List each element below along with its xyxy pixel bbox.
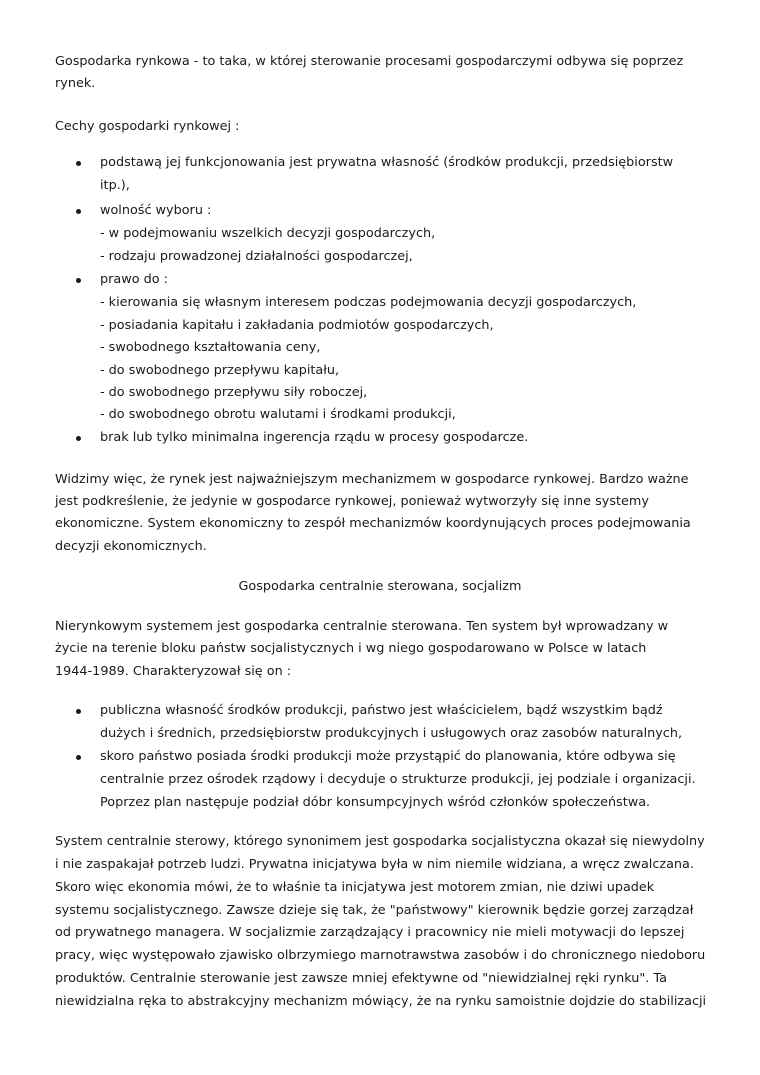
list-item: publiczna własność środków produkcji, państwo jest właścicielem, bądź wszystkim bądź (100, 703, 663, 718)
list-item-line: centralnie przez ośrodek rządowy i decyduje o strukturze produkcji, jej podziale i organizacji. (100, 772, 696, 787)
list-item: podstawą jej funkcjonowania jest prywatna własność (środków produkcji, przedsiębiorstw (100, 155, 674, 170)
list-item: brak lub tylko minimalna ingerencja rządu w procesy gospodarcze. (100, 430, 529, 445)
conclusion-line: systemu socjalistycznego. Zawsze dzieje się tak, że "państwowy" kierownik będzie gorzej zarządzał (55, 903, 694, 918)
list-item-line: - swobodnego kształtowania ceny, (100, 340, 321, 355)
bullet-icon (76, 709, 81, 714)
conclusion-line: niewidzialna ręka to abstrakcyjny mechanizm mówiący, że na rynku samoistnie dojdzie do stabilizacji (55, 994, 707, 1009)
intro-line: Gospodarka rynkowa - to taka, w której sterowanie procesami gospodarczymi odbywa się poprzez (55, 54, 684, 69)
bullet-icon (76, 755, 81, 760)
features-heading: Cechy gospodarki rynkowej : (55, 119, 240, 134)
list-item: skoro państwo posiada środki produkcji może przystąpić do planowania, które odbywa się (100, 749, 676, 764)
summary-line: decyzji ekonomicznych. (55, 539, 207, 554)
bullet-icon (76, 161, 81, 166)
bullet-icon (76, 278, 81, 283)
list-item-line: - rodzaju prowadzonej działalności gospodarczej, (100, 249, 413, 264)
bullet-icon (76, 209, 81, 214)
bullet-icon (76, 436, 81, 441)
central-intro-line: 1944-1989. Charakteryzował się on : (55, 664, 292, 679)
summary-line: ekonomiczne. System ekonomiczny to zespół mechanizmów koordynujących proces podejmowania (55, 516, 691, 531)
summary-line: jest podkreślenie, że jedynie w gospodarce rynkowej, ponieważ wytworzyły się inne systemy (55, 494, 649, 509)
central-intro-line: życie na terenie bloku państw socjalistycznych i wg niego gospodarowano w Polsce w latach (55, 641, 647, 656)
list-item: prawo do : (100, 272, 168, 287)
section-title: Gospodarka centralnie sterowana, socjalizm (238, 579, 522, 594)
list-item-line: - posiadania kapitału i zakładania podmiotów gospodarczych, (100, 318, 494, 333)
list-item-line: - w podejmowaniu wszelkich decyzji gospodarczych, (100, 226, 436, 241)
conclusion-line: pracy, więc występowało zjawisko olbrzymiego marnotrawstwa zasobów i do chronicznego niedoboru (55, 948, 706, 963)
list-item-line: itp.), (100, 178, 130, 193)
list-item-line: dużych i średnich, przedsiębiorstw produkcyjnych i usługowych oraz zasobów naturalnych, (100, 726, 683, 741)
intro-line: rynek. (55, 76, 96, 91)
list-item-line: - do swobodnego obrotu walutami i środkami produkcji, (100, 407, 456, 422)
list-item-line: - kierowania się własnym interesem podczas podejmowania decyzji gospodarczych, (100, 295, 637, 310)
list-item-line: Poprzez plan następuje podział dóbr konsumpcyjnych wśród członków społeczeństwa. (100, 795, 651, 810)
conclusion-line: Skoro więc ekonomia mówi, że to właśnie ta inicjatywa jest motorem zmian, nie dziwi upadek (55, 880, 655, 895)
central-intro-line: Nierynkowym systemem jest gospodarka centralnie sterowana. Ten system był wprowadzany w (55, 619, 669, 634)
conclusion-line: od prywatnego managera. W socjalizmie zarządzający i pracownicy nie mieli motywacji do lepszej (55, 925, 685, 940)
conclusion-line: System centralnie sterowy, którego synonimem jest gospodarka socjalistyczna okazał się niewydolny (55, 834, 705, 849)
list-item-line: - do swobodnego przepływu kapitału, (100, 363, 340, 378)
list-item: wolność wyboru : (100, 203, 212, 218)
conclusion-line: i nie zaspakajał potrzeb ludzi. Prywatna inicjatywa była w nim niemile widziana, a wręcz zwalczana. (55, 857, 694, 872)
conclusion-line: produktów. Centralnie sterowanie jest zawsze mniej efektywne od "niewidzialnej ręki rynku". Ta (55, 971, 667, 986)
list-item-line: - do swobodnego przepływu siły roboczej, (100, 385, 368, 400)
summary-line: Widzimy więc, że rynek jest najważniejszym mechanizmem w gospodarce rynkowej. Bardzo ważne (55, 472, 689, 487)
